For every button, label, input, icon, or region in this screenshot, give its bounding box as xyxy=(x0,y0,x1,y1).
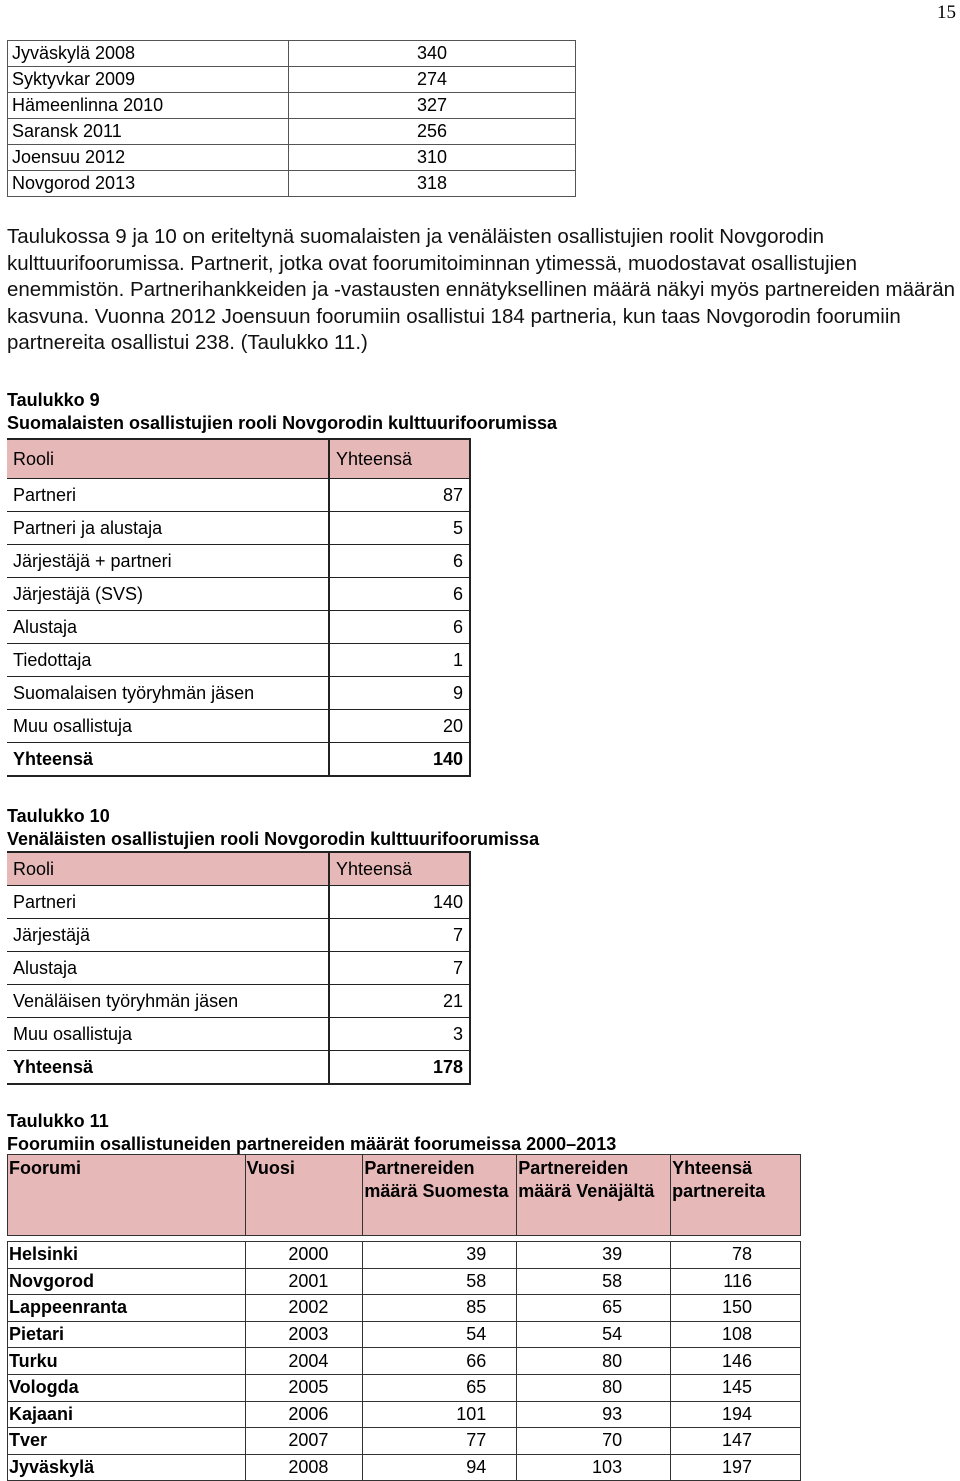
table-row xyxy=(7,512,470,545)
table-row xyxy=(8,1242,801,1269)
partners-finland: 65 xyxy=(363,1374,517,1401)
role-label: Alustaja xyxy=(7,611,329,644)
table-row xyxy=(7,677,470,710)
role-count: 21 xyxy=(329,985,470,1018)
partners-finland: 85 xyxy=(363,1295,517,1322)
table-row xyxy=(7,545,470,578)
table9-title: Suomalaisten osallistujien rooli Novgorodin kulttuurifoorumissa xyxy=(7,413,558,433)
partners-total: 108 xyxy=(671,1321,801,1348)
table11-number: Taulukko 11 xyxy=(7,1111,109,1131)
table10-header-row xyxy=(7,852,470,886)
forum-year: 2001 xyxy=(245,1268,363,1295)
table-row xyxy=(8,1268,801,1295)
forum-year: 2003 xyxy=(245,1321,363,1348)
table-row xyxy=(7,611,470,644)
table-row xyxy=(7,985,470,1018)
table-row xyxy=(8,67,576,93)
forum-year: 2000 xyxy=(245,1242,363,1269)
forum-label: Joensuu 2012 xyxy=(8,145,289,171)
table9-header-row xyxy=(7,439,470,479)
table-row xyxy=(7,1018,470,1051)
table-row xyxy=(8,119,576,145)
forum-label: Hämeenlinna 2010 xyxy=(8,93,289,119)
forum-name: Jyväskylä xyxy=(8,1454,246,1481)
table10 xyxy=(7,851,471,1085)
table10-title: Venäläisten osallistujien rooli Novgorodin kulttuurifoorumissa xyxy=(7,829,540,849)
role-label: Partneri xyxy=(7,886,329,919)
table-row xyxy=(8,171,576,197)
table9-header-total: Yhteensä xyxy=(329,439,470,479)
table11-header-finland: Partnereiden määrä Suomesta xyxy=(363,1155,517,1236)
forum-participants-table xyxy=(7,40,576,197)
role-label: Järjestäjä + partneri xyxy=(7,545,329,578)
role-count: 6 xyxy=(329,578,470,611)
table11-caption xyxy=(7,1110,616,1156)
table-row xyxy=(8,1428,801,1455)
partners-russia: 80 xyxy=(517,1374,671,1401)
table-row xyxy=(8,1295,801,1322)
role-label: Muu osallistuja xyxy=(7,1018,329,1051)
table-row xyxy=(7,578,470,611)
table9-total-row xyxy=(7,743,470,777)
partners-finland: 54 xyxy=(363,1321,517,1348)
forum-participant-count: 327 xyxy=(289,93,576,119)
partners-russia: 80 xyxy=(517,1348,671,1375)
partners-total: 116 xyxy=(671,1268,801,1295)
table10-header-total: Yhteensä xyxy=(329,852,470,886)
role-count: 7 xyxy=(329,952,470,985)
page-number: 15 xyxy=(937,2,956,23)
role-count: 1 xyxy=(329,644,470,677)
role-label: Järjestäjä (SVS) xyxy=(7,578,329,611)
role-count: 87 xyxy=(329,479,470,512)
role-count: 140 xyxy=(329,886,470,919)
table9-total-value: 140 xyxy=(329,743,470,777)
partners-finland: 94 xyxy=(363,1454,517,1481)
table9 xyxy=(7,438,471,777)
partners-total: 147 xyxy=(671,1428,801,1455)
table11-header-russia: Partnereiden määrä Venäjältä xyxy=(517,1155,671,1236)
table11 xyxy=(7,1154,801,1481)
table-row xyxy=(8,1348,801,1375)
table10-total-value: 178 xyxy=(329,1051,470,1085)
forum-year: 2004 xyxy=(245,1348,363,1375)
forum-name: Novgorod xyxy=(8,1268,246,1295)
partners-finland: 66 xyxy=(363,1348,517,1375)
partners-finland: 58 xyxy=(363,1268,517,1295)
table10-caption xyxy=(7,805,539,851)
partners-russia: 93 xyxy=(517,1401,671,1428)
table9-total-label: Yhteensä xyxy=(7,743,329,777)
partners-russia: 70 xyxy=(517,1428,671,1455)
partners-finland: 77 xyxy=(363,1428,517,1455)
partners-russia: 54 xyxy=(517,1321,671,1348)
table-row xyxy=(8,1401,801,1428)
role-label: Muu osallistuja xyxy=(7,710,329,743)
role-label: Tiedottaja xyxy=(7,644,329,677)
forum-name: Kajaani xyxy=(8,1401,246,1428)
partners-total: 145 xyxy=(671,1374,801,1401)
table-row xyxy=(7,710,470,743)
forum-year: 2007 xyxy=(245,1428,363,1455)
table9-header-role: Rooli xyxy=(7,439,329,479)
forum-year: 2005 xyxy=(245,1374,363,1401)
forum-label: Saransk 2011 xyxy=(8,119,289,145)
table11-header-total: Yhteensä partnereita xyxy=(671,1155,801,1236)
table-row xyxy=(8,1454,801,1481)
role-label: Järjestäjä xyxy=(7,919,329,952)
role-label: Suomalaisen työryhmän jäsen xyxy=(7,677,329,710)
table-row xyxy=(7,479,470,512)
role-count: 9 xyxy=(329,677,470,710)
role-label: Venäläisen työryhmän jäsen xyxy=(7,985,329,1018)
forum-year: 2006 xyxy=(245,1401,363,1428)
table-row xyxy=(7,886,470,919)
role-count: 5 xyxy=(329,512,470,545)
forum-name: Pietari xyxy=(8,1321,246,1348)
table11-header-year: Vuosi xyxy=(245,1155,363,1236)
forum-participant-count: 310 xyxy=(289,145,576,171)
forum-label: Novgorod 2013 xyxy=(8,171,289,197)
body-paragraph: Taulukossa 9 ja 10 on eriteltynä suomalaisten ja venäläisten osallistujien roolit Novgorodin kulttuurifoorumissa. Partnerit, jotka ovat foorumitoiminnan ytimessä, muodostavat osallistujien enemmistön. Partnerihankkeiden ja -vastausten ennätyksellinen määrä näkyi myös partnereiden määrän kasvuna. Vuonna 2012 Joensuun foorumiin osallistui 184 partneria, kun taas Novgorodin foorumiin partnereita osallistui 238. (Taulukko 11.) xyxy=(7,225,956,354)
role-count: 20 xyxy=(329,710,470,743)
table-row xyxy=(8,93,576,119)
partners-total: 78 xyxy=(671,1242,801,1269)
table10-total-row xyxy=(7,1051,470,1085)
partners-total: 197 xyxy=(671,1454,801,1481)
partners-total: 194 xyxy=(671,1401,801,1428)
forum-name: Turku xyxy=(8,1348,246,1375)
partners-finland: 39 xyxy=(363,1242,517,1269)
forum-year: 2008 xyxy=(245,1454,363,1481)
table9-number: Taulukko 9 xyxy=(7,390,100,410)
table10-number: Taulukko 10 xyxy=(7,806,110,826)
table11-header-row xyxy=(8,1155,801,1236)
table-row xyxy=(8,145,576,171)
role-count: 7 xyxy=(329,919,470,952)
partners-total: 146 xyxy=(671,1348,801,1375)
partners-russia: 65 xyxy=(517,1295,671,1322)
table10-header-role: Rooli xyxy=(7,852,329,886)
forum-participant-count: 274 xyxy=(289,67,576,93)
table11-header-forum: Foorumi xyxy=(8,1155,246,1236)
table-row xyxy=(8,41,576,67)
table10-total-label: Yhteensä xyxy=(7,1051,329,1085)
role-count: 3 xyxy=(329,1018,470,1051)
table-row xyxy=(7,644,470,677)
role-label: Partneri ja alustaja xyxy=(7,512,329,545)
forum-name: Tver xyxy=(8,1428,246,1455)
table-row xyxy=(8,1321,801,1348)
partners-russia: 103 xyxy=(517,1454,671,1481)
role-label: Alustaja xyxy=(7,952,329,985)
forum-year: 2002 xyxy=(245,1295,363,1322)
forum-name: Helsinki xyxy=(8,1242,246,1269)
forum-name: Vologda xyxy=(8,1374,246,1401)
table11-title: Foorumiin osallistuneiden partnereiden määrät foorumeissa 2000–2013 xyxy=(7,1134,617,1154)
table-row xyxy=(7,952,470,985)
forum-participant-count: 340 xyxy=(289,41,576,67)
forum-name: Lappeenranta xyxy=(8,1295,246,1322)
role-count: 6 xyxy=(329,545,470,578)
forum-label: Jyväskylä 2008 xyxy=(8,41,289,67)
forum-participant-count: 318 xyxy=(289,171,576,197)
partners-russia: 58 xyxy=(517,1268,671,1295)
partners-finland: 101 xyxy=(363,1401,517,1428)
forum-label: Syktyvkar 2009 xyxy=(8,67,289,93)
table-row xyxy=(8,1374,801,1401)
partners-total: 150 xyxy=(671,1295,801,1322)
table-row xyxy=(7,919,470,952)
table9-caption xyxy=(7,389,557,435)
role-label: Partneri xyxy=(7,479,329,512)
partners-russia: 39 xyxy=(517,1242,671,1269)
forum-participant-count: 256 xyxy=(289,119,576,145)
role-count: 6 xyxy=(329,611,470,644)
